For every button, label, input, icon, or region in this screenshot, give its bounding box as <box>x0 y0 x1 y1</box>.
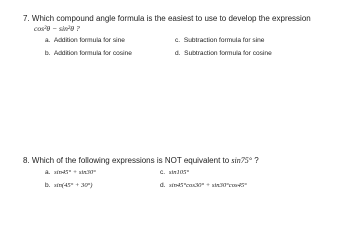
question-text: Which of the following expressions is NOT equivalent to <box>31 156 230 165</box>
option-8b[interactable] <box>45 182 92 189</box>
option-letter: b. <box>45 50 51 57</box>
option-7d[interactable] <box>175 50 272 57</box>
option-letter: d. <box>175 50 181 57</box>
option-8c[interactable] <box>160 169 189 176</box>
option-7b[interactable] <box>45 50 132 57</box>
option-letter: b. <box>45 182 51 189</box>
option-letter: c. <box>160 169 166 176</box>
question-number: 8. <box>23 156 30 165</box>
question-expression: sin75° <box>231 156 252 165</box>
option-letter: a. <box>45 37 51 44</box>
option-text: Addition formula for cosine <box>53 50 132 57</box>
option-text: Subtraction formula for cosine <box>184 50 272 57</box>
question-7-expression: cos²θ − sin²θ ? <box>34 24 80 33</box>
option-text: sin45° + sin30° <box>54 169 96 176</box>
question-mark: ? <box>251 156 259 165</box>
option-letter: d. <box>160 182 166 189</box>
question-8 <box>23 156 259 165</box>
option-8a[interactable] <box>45 169 96 176</box>
option-7a[interactable] <box>45 37 125 44</box>
option-7c[interactable] <box>175 37 264 44</box>
question-7 <box>23 14 311 23</box>
question-number: 7. <box>23 14 30 23</box>
option-text: Subtraction formula for sine <box>183 37 265 44</box>
option-letter: a. <box>45 169 51 176</box>
question-text: Which compound angle formula is the easiest to use to develop the expression <box>31 14 311 23</box>
option-text: Addition formula for sine <box>53 37 125 44</box>
option-text: sin(45° + 30°) <box>54 182 93 189</box>
option-text: sin45°cos30° + sin30°cos45° <box>169 182 247 189</box>
option-8d[interactable] <box>160 182 247 189</box>
option-letter: c. <box>175 37 181 44</box>
option-text: sin105° <box>168 169 190 176</box>
